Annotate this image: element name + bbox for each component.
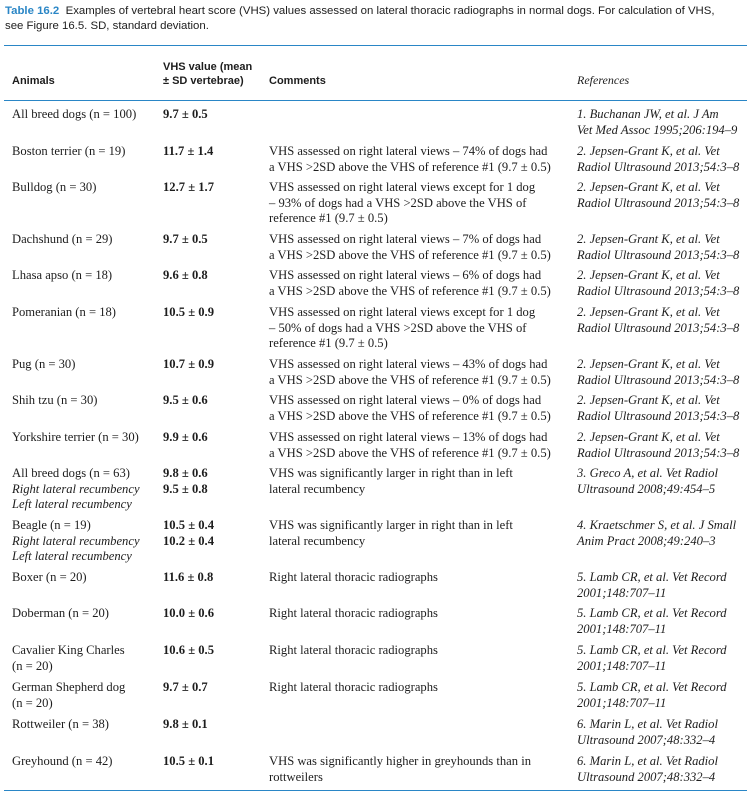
reference-cell: [577, 357, 752, 388]
vhs-cell-line: 9.9 ± 0.6: [163, 430, 208, 444]
animal-cell: [12, 180, 162, 196]
vhs-cell: [163, 357, 263, 373]
animal-cell-line: Boston terrier (n = 19): [12, 144, 126, 158]
vhs-cell-line: 9.7 ± 0.7: [163, 680, 208, 694]
reference-cell: [577, 232, 752, 263]
bottom-rule: [4, 790, 747, 791]
vhs-cell-line: 9.5 ± 0.8: [163, 481, 208, 496]
comments-cell-line: VHS assessed on right lateral views – 0% of dogs had: [269, 393, 542, 407]
animal-cell-line: Pug (n = 30): [12, 357, 76, 371]
caption-line-1: [5, 4, 751, 19]
header-vhs-line-2: ± SD vertebrae): [163, 74, 244, 87]
animal-cell-line: (n = 20): [12, 695, 53, 710]
header-vhs: [163, 61, 252, 88]
vhs-cell: [163, 430, 263, 446]
reference-cell-line: 2. Jepsen-Grant K, et al. Vet: [577, 232, 720, 246]
comments-cell-line: VHS assessed on right lateral views – 13% of dogs had: [269, 430, 548, 444]
table-label: Table 16.2: [5, 5, 60, 17]
reference-cell: [577, 754, 752, 785]
animal-cell-line: (n = 20): [12, 658, 53, 673]
reference-cell-line: 4. Kraetschmer S, et al. J Small: [577, 518, 737, 532]
reference-cell-line: Ultrasound 2007;48:332–4: [577, 769, 716, 784]
animal-cell-line: Dachshund (n = 29): [12, 232, 113, 246]
comments-cell-line: – 93% of dogs had a VHS >2SD above the VHS of: [269, 195, 527, 210]
vhs-cell-line: 11.6 ± 0.8: [163, 570, 214, 584]
animal-cell: [12, 268, 162, 284]
reference-cell: [577, 570, 752, 601]
table-caption: [5, 4, 751, 33]
animal-cell-line: Boxer (n = 20): [12, 570, 87, 584]
comments-cell: [269, 680, 569, 696]
reference-cell-line: 2. Jepsen-Grant K, et al. Vet: [577, 180, 720, 194]
animal-cell: [12, 430, 162, 446]
comments-cell-line: reference #1 (9.7 ± 0.5): [269, 211, 388, 225]
reference-cell-line: 2. Jepsen-Grant K, et al. Vet: [577, 393, 720, 407]
reference-cell-line: Ultrasound 2007;48:332–4: [577, 732, 716, 747]
comments-cell-line: Right lateral thoracic radiographs: [269, 643, 438, 657]
animal-cell: [12, 606, 162, 622]
animal-cell-line: Cavalier King Charles: [12, 643, 125, 657]
comments-cell-line: VHS assessed on right lateral views – 74% of dogs had: [269, 144, 548, 158]
reference-cell-line: 2. Jepsen-Grant K, et al. Vet: [577, 144, 720, 158]
animal-cell-line: Right lateral recumbency: [12, 533, 140, 548]
animal-cell: [12, 643, 162, 674]
animal-cell-line: Lhasa apso (n = 18): [12, 268, 113, 282]
header-vhs-line-1: VHS value (mean: [163, 61, 253, 73]
reference-cell-line: 5. Lamb CR, et al. Vet Record: [577, 570, 727, 584]
vhs-cell-line: 9.5 ± 0.6: [163, 393, 208, 407]
comments-cell-line: Right lateral thoracic radiographs: [269, 680, 438, 694]
reference-cell: [577, 518, 752, 549]
reference-cell-line: 2. Jepsen-Grant K, et al. Vet: [577, 268, 720, 282]
top-rule: [4, 45, 747, 46]
comments-cell-line: Right lateral thoracic radiographs: [269, 606, 438, 620]
header-animals: Animals: [12, 75, 55, 87]
vhs-cell: [163, 570, 263, 586]
comments-cell-line: VHS assessed on right lateral views – 6% of dogs had: [269, 268, 542, 282]
animal-cell-line: Yorkshire terrier (n = 30): [12, 430, 139, 444]
comments-cell: [269, 393, 569, 424]
comments-cell: [269, 754, 569, 785]
comments-cell-line: VHS assessed on right lateral views except for 1 dog: [269, 180, 536, 194]
animal-cell: [12, 717, 162, 733]
comments-cell-line: reference #1 (9.7 ± 0.5): [269, 336, 388, 350]
comments-cell-line: lateral recumbency: [269, 533, 366, 548]
reference-cell-line: 5. Lamb CR, et al. Vet Record: [577, 643, 727, 657]
comments-cell-line: a VHS >2SD above the VHS of reference #1 (9.7 ± 0.5): [269, 283, 551, 298]
reference-cell-line: 2001;148:707–11: [577, 695, 667, 710]
vhs-cell: [163, 518, 263, 549]
animal-cell-line: Left lateral recumbency: [12, 549, 132, 563]
comments-cell-line: a VHS >2SD above the VHS of reference #1 (9.7 ± 0.5): [269, 247, 551, 262]
reference-cell: [577, 606, 752, 637]
vhs-cell-line: 11.7 ± 1.4: [163, 144, 214, 158]
vhs-cell: [163, 466, 263, 497]
animal-cell-line: Left lateral recumbency: [12, 497, 132, 511]
vhs-cell-line: 12.7 ± 1.7: [163, 180, 214, 194]
comments-cell-line: VHS was significantly larger in right than in left: [269, 518, 513, 532]
reference-cell: [577, 430, 752, 461]
reference-cell-line: 3. Greco A, et al. Vet Radiol: [577, 466, 718, 480]
animal-cell-line: All breed dogs (n = 100): [12, 107, 137, 121]
comments-cell-line: VHS was significantly higher in greyhounds than in: [269, 754, 531, 768]
vhs-cell-line: 10.5 ± 0.9: [163, 305, 214, 319]
reference-cell-line: 2001;148:707–11: [577, 621, 667, 636]
animal-cell-line: Beagle (n = 19): [12, 518, 91, 532]
animal-cell-line: Bulldog (n = 30): [12, 180, 97, 194]
vhs-cell-line: 10.0 ± 0.6: [163, 606, 214, 620]
comments-cell-line: VHS was significantly larger in right than in left: [269, 466, 513, 480]
reference-cell: [577, 107, 752, 138]
reference-cell: [577, 305, 752, 336]
animal-cell-line: Shih tzu (n = 30): [12, 393, 98, 407]
reference-cell-line: 2. Jepsen-Grant K, et al. Vet: [577, 305, 720, 319]
reference-cell-line: 2001;148:707–11: [577, 658, 667, 673]
comments-cell: [269, 606, 569, 622]
comments-cell-line: a VHS >2SD above the VHS of reference #1 (9.7 ± 0.5): [269, 408, 551, 423]
reference-cell: [577, 268, 752, 299]
animal-cell: [12, 232, 162, 248]
vhs-cell-line: 9.7 ± 0.5: [163, 107, 208, 121]
comments-cell: [269, 180, 569, 227]
animal-cell-line: Rottweiler (n = 38): [12, 717, 109, 731]
reference-cell: [577, 717, 752, 748]
reference-cell-line: Radiol Ultrasound 2013;54:3–8: [577, 283, 740, 298]
comments-cell: [269, 430, 569, 461]
comments-cell-line: Right lateral thoracic radiographs: [269, 570, 438, 584]
reference-cell: [577, 393, 752, 424]
reference-cell-line: Radiol Ultrasound 2013;54:3–8: [577, 408, 740, 423]
header-references: References: [577, 73, 630, 87]
comments-cell: [269, 268, 569, 299]
comments-cell: [269, 232, 569, 263]
vhs-cell: [163, 268, 263, 284]
comments-cell-line: a VHS >2SD above the VHS of reference #1 (9.7 ± 0.5): [269, 159, 551, 174]
vhs-cell-line: 10.5 ± 0.1: [163, 754, 214, 768]
reference-cell-line: Radiol Ultrasound 2013;54:3–8: [577, 159, 740, 174]
header-rule: [4, 100, 747, 101]
vhs-cell-line: 10.6 ± 0.5: [163, 643, 214, 657]
comments-cell-line: a VHS >2SD above the VHS of reference #1 (9.7 ± 0.5): [269, 372, 551, 387]
header-comments: Comments: [269, 75, 326, 87]
comments-cell-line: VHS assessed on right lateral views except for 1 dog: [269, 305, 536, 319]
reference-cell-line: Anim Pract 2008;49:240–3: [577, 533, 716, 548]
vhs-cell-line: 10.5 ± 0.4: [163, 518, 214, 532]
animal-cell-line: Doberman (n = 20): [12, 606, 109, 620]
reference-cell-line: Ultrasound 2008;49:454–5: [577, 481, 716, 496]
animal-cell-line: Pomeranian (n = 18): [12, 305, 116, 319]
reference-cell-line: 5. Lamb CR, et al. Vet Record: [577, 680, 727, 694]
comments-cell: [269, 643, 569, 659]
reference-cell-line: Radiol Ultrasound 2013;54:3–8: [577, 372, 740, 387]
reference-cell-line: Radiol Ultrasound 2013;54:3–8: [577, 445, 740, 460]
reference-cell: [577, 466, 752, 497]
vhs-cell: [163, 107, 263, 123]
vhs-cell-line: 10.7 ± 0.9: [163, 357, 214, 371]
comments-cell-line: VHS assessed on right lateral views – 7% of dogs had: [269, 232, 542, 246]
vhs-cell: [163, 393, 263, 409]
reference-cell-line: 2. Jepsen-Grant K, et al. Vet: [577, 357, 720, 371]
vhs-cell-line: 9.8 ± 0.6: [163, 466, 208, 480]
animal-cell: [12, 357, 162, 373]
comments-cell: [269, 570, 569, 586]
animal-cell: [12, 754, 162, 770]
comments-cell-line: VHS assessed on right lateral views – 43% of dogs had: [269, 357, 548, 371]
vhs-cell-line: 9.7 ± 0.5: [163, 232, 208, 246]
reference-cell-line: Radiol Ultrasound 2013;54:3–8: [577, 247, 740, 262]
reference-cell-line: Vet Med Assoc 1995;206:194–9: [577, 122, 738, 137]
comments-cell-line: lateral recumbency: [269, 481, 366, 496]
caption-line-2: see Figure 16.5. SD, standard deviation.: [5, 19, 209, 32]
vhs-cell: [163, 643, 263, 659]
animal-cell: [12, 393, 162, 409]
reference-cell-line: 2001;148:707–11: [577, 585, 667, 600]
vhs-cell: [163, 680, 263, 696]
animal-cell: [12, 680, 162, 711]
vhs-cell: [163, 754, 263, 770]
animal-cell: [12, 107, 162, 123]
vhs-cell-line: 9.8 ± 0.1: [163, 717, 208, 731]
reference-cell-line: 1. Buchanan JW, et al. J Am: [577, 107, 719, 121]
vhs-cell-line: 9.6 ± 0.8: [163, 268, 208, 282]
reference-cell-line: Radiol Ultrasound 2013;54:3–8: [577, 195, 740, 210]
animal-cell: [12, 144, 162, 160]
vhs-cell: [163, 144, 263, 160]
vhs-cell: [163, 305, 263, 321]
reference-cell-line: Radiol Ultrasound 2013;54:3–8: [577, 320, 740, 335]
comments-cell: [269, 305, 569, 352]
comments-cell: [269, 518, 569, 549]
reference-cell-line: 6. Marin L, et al. Vet Radiol: [577, 717, 718, 731]
animal-cell-line: Right lateral recumbency: [12, 481, 140, 496]
reference-cell-line: 2. Jepsen-Grant K, et al. Vet: [577, 430, 720, 444]
vhs-cell: [163, 232, 263, 248]
comments-cell: [269, 144, 569, 175]
comments-cell-line: a VHS >2SD above the VHS of reference #1 (9.7 ± 0.5): [269, 445, 551, 460]
vhs-cell: [163, 180, 263, 196]
caption-text: Examples of vertebral heart score (VHS) values assessed on lateral thoracic radiographs in normal dogs. For calculation of VHS,: [65, 5, 715, 17]
animal-cell-line: Greyhound (n = 42): [12, 754, 113, 768]
animal-cell: [12, 466, 162, 513]
animal-cell: [12, 305, 162, 321]
reference-cell-line: 6. Marin L, et al. Vet Radiol: [577, 754, 718, 768]
reference-cell-line: 5. Lamb CR, et al. Vet Record: [577, 606, 727, 620]
vhs-cell: [163, 606, 263, 622]
animal-cell: [12, 518, 162, 565]
vhs-cell-line: 10.2 ± 0.4: [163, 533, 214, 548]
reference-cell: [577, 680, 752, 711]
comments-cell: [269, 466, 569, 497]
animal-cell-line: All breed dogs (n = 63): [12, 466, 130, 480]
comments-cell-line: – 50% of dogs had a VHS >2SD above the VHS of: [269, 320, 527, 335]
comments-cell: [269, 357, 569, 388]
reference-cell: [577, 180, 752, 211]
animal-cell-line: German Shepherd dog: [12, 680, 126, 694]
reference-cell: [577, 643, 752, 674]
animal-cell: [12, 570, 162, 586]
vhs-cell: [163, 717, 263, 733]
reference-cell: [577, 144, 752, 175]
comments-cell-line: rottweilers: [269, 769, 323, 784]
